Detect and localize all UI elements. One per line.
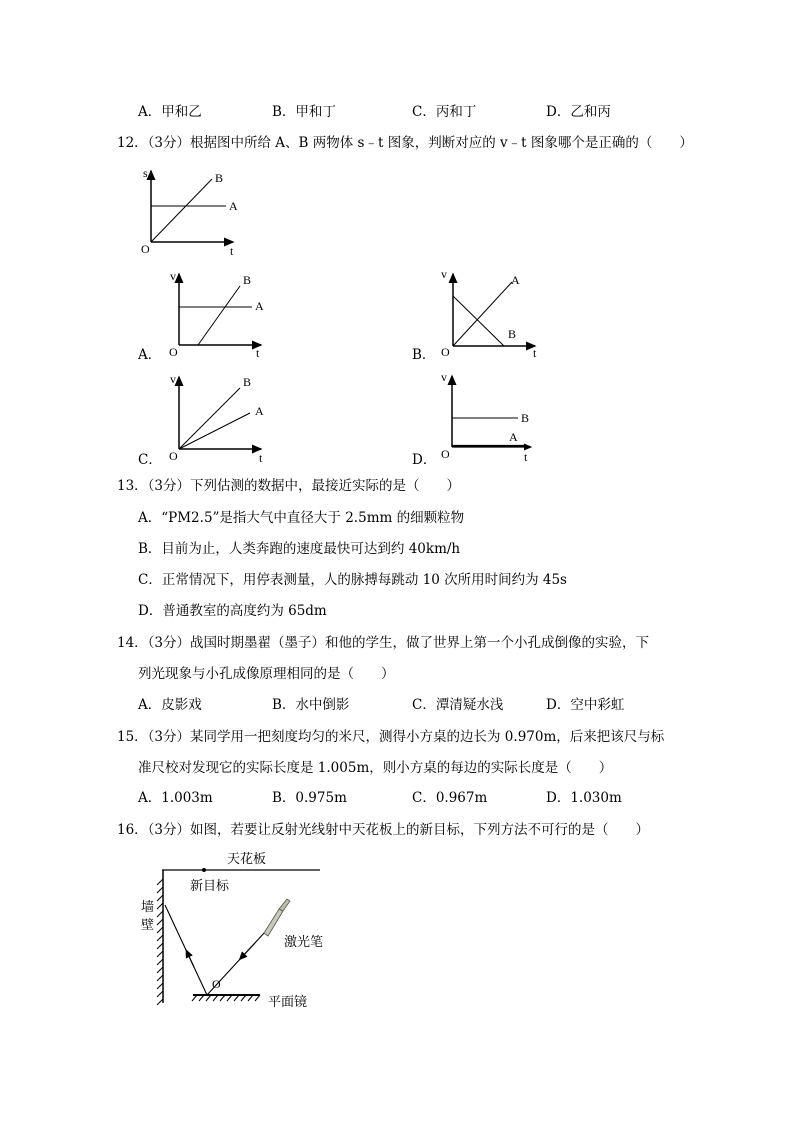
q15-stem-line1: 15．（3分）某同学用一把刻度均匀的米尺，测得小方桌的边长为 0.970m，后来把该尺与标: [117, 729, 665, 745]
q15-option-b: B．0.975m: [272, 790, 347, 806]
s-axis-label: s: [143, 166, 148, 180]
t-axis-label: t: [533, 346, 537, 360]
line-a-label: A: [509, 430, 518, 444]
line-b-label: B: [243, 375, 252, 389]
t-axis-label: t: [256, 346, 260, 360]
line-a: [453, 282, 512, 346]
line-b: [151, 179, 212, 242]
q13-option-d: D．普通教室的高度约为 65dm: [138, 603, 327, 619]
v-axis-label: v: [170, 372, 176, 386]
q14-option-a: A．皮影戏: [138, 697, 202, 713]
wall-label-1: 墙: [141, 900, 155, 915]
q14-stem-line2: 列光现象与小孔成像原理相同的是（ ）: [138, 666, 395, 682]
t-axis-label: t: [230, 244, 234, 258]
q15-option-a: A．1.003m: [138, 790, 213, 806]
line-b-label: B: [508, 327, 517, 341]
q12-option-d-graph: [438, 369, 548, 464]
origin-label: O: [441, 345, 450, 359]
line-b-label: B: [215, 171, 224, 185]
ceiling-label: 天花板: [227, 852, 267, 867]
q14-option-b: B．水中倒影: [272, 697, 350, 713]
line-a: [179, 413, 250, 449]
laser-label: 激光笔: [284, 935, 324, 950]
incident-ray-arrow: [241, 943, 255, 958]
q12-option-c-label: C．: [138, 452, 162, 468]
q12-option-c-graph: [168, 371, 278, 466]
line-a-label: A: [255, 299, 264, 313]
origin-label: O: [141, 242, 150, 256]
target-label: 新目标: [190, 879, 230, 894]
q12-option-a-graph: [168, 268, 278, 363]
line-b-label: B: [521, 411, 530, 425]
origin-label: O: [169, 345, 178, 359]
t-axis-label: t: [524, 450, 528, 464]
q13-option-b: B．目前为止，人类奔跑的速度最快可达到约 40km/h: [138, 541, 461, 557]
target-dot: [202, 868, 206, 872]
q12-option-a-label: A．: [138, 347, 162, 363]
v-axis-label: v: [441, 267, 447, 281]
line-a-label: A: [511, 273, 520, 287]
point-o-label: O: [212, 977, 221, 991]
q16-stem: 16．（3分）如图，若要让反射光线射中天花板上的新目标，下列方法不可行的是（ ）: [117, 822, 650, 838]
v-axis-label: v: [170, 269, 176, 283]
line-a-label: A: [229, 199, 238, 213]
q11-option-a: A．甲和乙: [138, 104, 202, 120]
origin-label: O: [169, 449, 178, 463]
q14-option-c: C．潭清疑水浅: [412, 697, 504, 713]
laser-pen-icon: [264, 899, 290, 936]
wall-hatching: [157, 879, 163, 1005]
reflected-ray-arrow: [187, 952, 194, 967]
line-b: [179, 388, 240, 449]
v-axis-label: v: [441, 370, 447, 384]
q13-option-a: A．“PM2.5”是指大气中直径大于 2.5mm 的细颗粒物: [138, 510, 465, 526]
q15-option-c: C．0.967m: [412, 790, 488, 806]
q13-option-c: C．正常情况下，用停表测量，人的脉搏每跳动 10 次所用时间约为 45s: [138, 572, 567, 588]
q14-stem-line1: 14．（3分）战国时期墨翟（墨子）和他的学生，做了世界上第一个小孔成倒像的实验，下: [117, 635, 650, 651]
q12-option-b-graph: [440, 266, 550, 361]
q12-st-graph: [138, 165, 248, 260]
q11-option-b: B．甲和丁: [272, 104, 336, 120]
q12-option-b-label: B．: [412, 347, 436, 363]
q15-stem-line2: 准尺校对发现它的实际长度是 1.005m，则小方桌的每边的实际长度是（ ）: [138, 760, 613, 776]
line-b: [198, 286, 240, 345]
q11-option-c: C．丙和丁: [412, 104, 477, 120]
q15-option-d: D．1.030m: [546, 790, 622, 806]
t-axis-label: t: [259, 451, 263, 465]
wall-label-2: 壁: [141, 918, 155, 933]
line-b: [453, 296, 504, 346]
q12-stem: 12．（3分）根据图中所给 A、B 两物体 s﹣t 图象，判断对应的 v﹣t 图象哪个是正确的（ ）: [117, 135, 693, 151]
origin-label: O: [441, 447, 450, 461]
line-b-label: B: [243, 273, 252, 287]
reflected-ray: [165, 905, 207, 995]
mirror-label: 平面镜: [268, 995, 308, 1010]
q12-option-d-label: D．: [412, 452, 437, 468]
line-a-label: A: [255, 404, 264, 418]
q14-option-d: D．空中彩虹: [546, 697, 625, 713]
q11-option-d: D．乙和丙: [546, 104, 611, 120]
q16-mirror-diagram: [135, 845, 345, 1015]
q13-stem: 13．（3分）下列估测的数据中，最接近实际的是（ ）: [117, 478, 461, 494]
